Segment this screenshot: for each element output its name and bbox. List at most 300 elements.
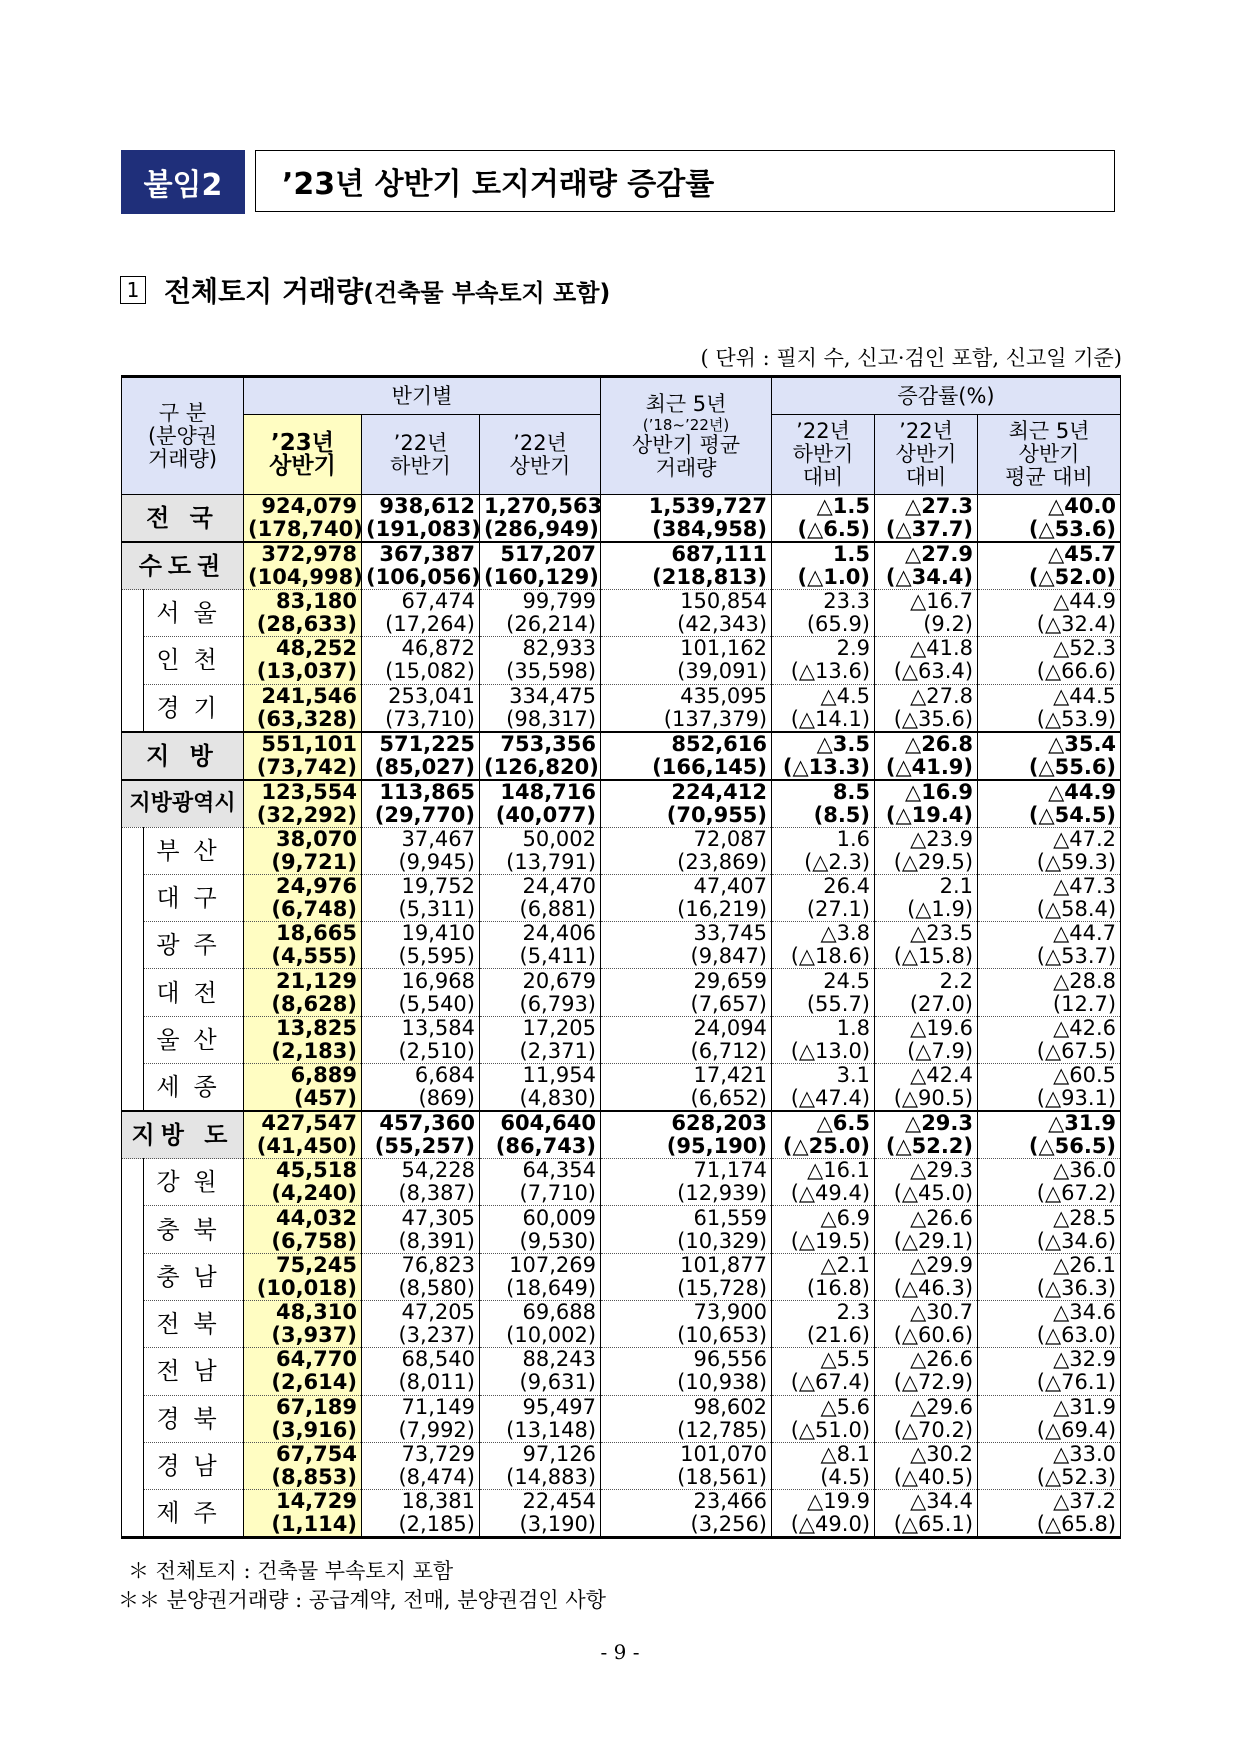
- cell-presale-value: (△63.0): [1036, 1323, 1117, 1348]
- page-number: - 9 -: [600, 1640, 640, 1664]
- cell-presale-value: (△72.9): [893, 1370, 974, 1395]
- table-cell: [244, 1111, 362, 1159]
- table-cell: [875, 542, 978, 590]
- cell-presale-value: (457): [293, 1086, 357, 1111]
- row-indent: [122, 922, 144, 969]
- cell-value: 73,900: [693, 1300, 768, 1325]
- row-name: 강원: [144, 1159, 244, 1206]
- cell-value: △27.9: [905, 542, 974, 566]
- cell-presale-value: (6,881): [519, 897, 597, 922]
- cell-value: 37,467: [401, 826, 475, 851]
- cell-value: △44.7: [1053, 921, 1117, 946]
- cell-value: 17,421: [693, 1063, 768, 1088]
- cell-value: 457,360: [379, 1111, 475, 1136]
- table-cell: [875, 1111, 978, 1159]
- header-rate-vs-22h2: ’22년 하반기 대비: [772, 415, 875, 495]
- cell-value: 61,559: [693, 1205, 768, 1230]
- table-cell: [772, 969, 875, 1016]
- cell-value: △44.9: [1048, 779, 1117, 804]
- cell-value: 67,474: [401, 589, 475, 614]
- table-cell: [480, 1300, 601, 1347]
- cell-presale-value: (△67.5): [1036, 1038, 1117, 1063]
- table-cell: [875, 1253, 978, 1300]
- table-row: [122, 874, 1121, 921]
- cell-presale-value: (65.9): [806, 612, 871, 637]
- cell-presale-value: (9,631): [519, 1370, 597, 1395]
- cell-value: 54,228: [401, 1158, 475, 1183]
- cell-value: 924,079: [261, 494, 357, 518]
- cell-value: △30.2: [910, 1442, 974, 1466]
- cell-presale-value: (△60.6): [893, 1323, 974, 1348]
- table-cell: [875, 1490, 978, 1538]
- cell-presale-value: (△32.4): [1036, 612, 1117, 637]
- cell-value: △27.3: [905, 494, 974, 518]
- table-cell: [480, 637, 601, 684]
- table-cell: [244, 1206, 362, 1253]
- cell-value: 22,454: [522, 1489, 597, 1514]
- cell-presale-value: (△47.4): [790, 1086, 871, 1111]
- table-cell: [772, 542, 875, 590]
- table-cell: [875, 1206, 978, 1253]
- cell-value: 2.2: [939, 968, 974, 993]
- cell-presale-value: (9,945): [398, 849, 475, 874]
- cell-value: 71,174: [693, 1158, 768, 1183]
- cell-presale-value: (17,264): [385, 612, 475, 637]
- cell-value: 2.9: [836, 636, 871, 661]
- cell-presale-value: (7,657): [690, 991, 768, 1016]
- table-cell: [244, 542, 362, 590]
- table-cell: [362, 1442, 480, 1489]
- table-cell: [601, 874, 772, 921]
- table-row: [122, 1159, 1121, 1206]
- cell-value: △23.9: [910, 826, 974, 851]
- table-cell: [875, 1395, 978, 1442]
- table-cell: [875, 590, 978, 637]
- table-cell: [362, 1490, 480, 1538]
- cell-presale-value: (6,652): [690, 1086, 768, 1111]
- cell-presale-value: (26,214): [506, 612, 597, 637]
- cell-value: 24,470: [522, 874, 597, 899]
- cell-value: △3.8: [820, 921, 871, 946]
- row-name: 지방 도: [122, 1111, 244, 1159]
- cell-value: 101,162: [680, 636, 768, 661]
- table-row: [122, 922, 1121, 969]
- table-cell: [362, 922, 480, 969]
- table-cell: [978, 542, 1121, 590]
- table-cell: [244, 874, 362, 921]
- cell-value: 241,546: [261, 683, 357, 708]
- cell-value: 628,203: [671, 1111, 768, 1136]
- header-22h1: ’22년 상반기: [480, 415, 601, 495]
- cell-value: △30.7: [910, 1300, 974, 1325]
- row-indent: [122, 1016, 144, 1063]
- cell-presale-value: (32,292): [256, 802, 357, 827]
- cell-presale-value: (73,710): [385, 706, 475, 731]
- cell-presale-value: (3,937): [271, 1323, 357, 1348]
- cell-value: △6.5: [816, 1111, 871, 1136]
- cell-value: 148,716: [500, 779, 597, 804]
- cell-presale-value: (13,148): [506, 1417, 597, 1442]
- cell-value: 24.5: [823, 968, 871, 993]
- row-name: 전남: [144, 1348, 244, 1395]
- cell-presale-value: (2,614): [271, 1370, 357, 1395]
- cell-value: △5.5: [820, 1347, 871, 1372]
- cell-value: 44,032: [275, 1205, 357, 1230]
- table-cell: [978, 1442, 1121, 1489]
- table-cell: [480, 1111, 601, 1159]
- cell-value: 8.5: [832, 779, 871, 804]
- row-indent: [122, 1490, 144, 1538]
- cell-presale-value: (△66.6): [1036, 659, 1117, 684]
- table-cell: [978, 1159, 1121, 1206]
- table-cell: [244, 1442, 362, 1489]
- cell-value: 29,659: [693, 968, 768, 993]
- cell-value: 150,854: [680, 589, 768, 614]
- table-row: [122, 827, 1121, 874]
- cell-presale-value: (42,343): [677, 612, 768, 637]
- table-cell: [978, 922, 1121, 969]
- table-cell: [601, 1348, 772, 1395]
- table-cell: [772, 1016, 875, 1063]
- document-header: [121, 150, 1117, 214]
- header-22h2: ’22년 하반기: [362, 415, 480, 495]
- row-name: 세종: [144, 1064, 244, 1112]
- table-cell: [601, 1206, 772, 1253]
- cell-presale-value: (3,916): [271, 1417, 357, 1442]
- cell-presale-value: (△15.8): [893, 944, 974, 969]
- cell-presale-value: (160,129): [484, 565, 599, 589]
- cell-value: 517,207: [500, 542, 597, 566]
- cell-value: △26.6: [910, 1205, 974, 1230]
- cell-value: 253,041: [388, 683, 475, 708]
- cell-value: 83,180: [275, 589, 357, 614]
- header-category: 구 분 (분양권 거래량): [122, 377, 244, 495]
- cell-presale-value: (△19.4): [885, 802, 974, 827]
- row-name: 충남: [144, 1253, 244, 1300]
- table-cell: [772, 922, 875, 969]
- cell-presale-value: (6,712): [690, 1038, 768, 1063]
- cell-value: △19.6: [910, 1015, 974, 1040]
- table-cell: [601, 969, 772, 1016]
- cell-value: △26.6: [910, 1347, 974, 1372]
- table-cell: [601, 922, 772, 969]
- cell-presale-value: (35,598): [506, 659, 597, 684]
- cell-presale-value: (△67.2): [1036, 1181, 1117, 1206]
- table-row: [122, 1206, 1121, 1253]
- table-cell: [772, 874, 875, 921]
- table-cell: [875, 827, 978, 874]
- cell-value: 753,356: [500, 731, 597, 756]
- cell-value: 123,554: [261, 779, 357, 804]
- table-cell: [978, 684, 1121, 732]
- table-cell: [480, 1253, 601, 1300]
- cell-presale-value: (△37.7): [885, 517, 974, 541]
- cell-presale-value: (16,219): [677, 897, 768, 922]
- cell-value: 16,968: [401, 968, 475, 993]
- cell-value: △31.9: [1053, 1394, 1117, 1419]
- table-cell: [244, 969, 362, 1016]
- header-rate-vs-22h1: ’22년 상반기 대비: [875, 415, 978, 495]
- header-rate-vs-5yr: 최근 5년 상반기 평균 대비: [978, 415, 1121, 495]
- cell-value: 13,584: [401, 1015, 475, 1040]
- cell-value: 69,688: [522, 1300, 597, 1325]
- cell-presale-value: (8,391): [398, 1228, 475, 1253]
- cell-value: 938,612: [379, 494, 475, 518]
- cell-presale-value: (△65.1): [893, 1512, 974, 1537]
- cell-value: △40.0: [1048, 494, 1117, 518]
- table-cell: [362, 1253, 480, 1300]
- table-cell: [244, 1064, 362, 1112]
- table-cell: [480, 542, 601, 590]
- table-cell: [480, 922, 601, 969]
- table-cell: [362, 732, 480, 780]
- cell-presale-value: (8,387): [398, 1181, 475, 1206]
- cell-presale-value: (4.5): [820, 1465, 871, 1489]
- table-cell: [978, 1348, 1121, 1395]
- cell-value: 224,412: [671, 779, 768, 804]
- table-cell: [978, 495, 1121, 543]
- cell-value: 6,889: [290, 1063, 357, 1088]
- cell-value: △3.5: [816, 731, 871, 756]
- table-cell: [244, 780, 362, 828]
- row-indent: [122, 969, 144, 1016]
- table-row: [122, 684, 1121, 732]
- cell-presale-value: (7,710): [519, 1181, 597, 1206]
- cell-presale-value: (△49.0): [790, 1512, 871, 1537]
- cell-presale-value: (55,257): [374, 1134, 475, 1159]
- cell-value: 47,407: [693, 874, 768, 899]
- cell-value: △29.9: [910, 1252, 974, 1277]
- row-indent: [122, 1348, 144, 1395]
- table-cell: [362, 495, 480, 543]
- row-indent: [122, 1253, 144, 1300]
- cell-presale-value: (4,240): [271, 1181, 357, 1206]
- cell-value: △37.2: [1053, 1489, 1117, 1514]
- cell-presale-value: (18,561): [677, 1465, 768, 1489]
- cell-value: 571,225: [379, 731, 475, 756]
- table-cell: [978, 732, 1121, 780]
- cell-presale-value: (8,580): [398, 1275, 475, 1300]
- cell-value: 64,770: [275, 1347, 357, 1372]
- cell-presale-value: (3,256): [690, 1512, 768, 1537]
- cell-presale-value: (55.7): [806, 991, 871, 1016]
- table-cell: [601, 637, 772, 684]
- table-row: [122, 637, 1121, 684]
- table-cell: [601, 732, 772, 780]
- cell-presale-value: (95,190): [666, 1134, 768, 1159]
- row-name: 대구: [144, 874, 244, 921]
- table-cell: [772, 1300, 875, 1347]
- cell-value: △28.8: [1053, 968, 1117, 993]
- table-row: [122, 780, 1121, 828]
- table-cell: [601, 1253, 772, 1300]
- table-cell: [875, 495, 978, 543]
- row-indent: [122, 1206, 144, 1253]
- header-half: 반기별: [244, 377, 601, 415]
- table-cell: [601, 1111, 772, 1159]
- table-cell: [480, 1395, 601, 1442]
- cell-value: 24,406: [522, 921, 597, 946]
- table-cell: [978, 1490, 1121, 1538]
- table-cell: [244, 590, 362, 637]
- cell-value: 18,665: [275, 921, 357, 946]
- cell-presale-value: (△54.5): [1028, 802, 1117, 827]
- table-cell: [772, 1442, 875, 1489]
- cell-value: 427,547: [261, 1111, 357, 1136]
- cell-presale-value: (△6.5): [797, 517, 871, 541]
- cell-value: 26.4: [823, 874, 871, 899]
- cell-presale-value: (6,748): [271, 897, 357, 922]
- table-row: [122, 1064, 1121, 1112]
- cell-value: △6.9: [820, 1205, 871, 1230]
- table-row: [122, 1442, 1121, 1489]
- cell-presale-value: (△45.0): [893, 1181, 974, 1206]
- table-row: [122, 1395, 1121, 1442]
- cell-value: 76,823: [401, 1252, 475, 1277]
- cell-presale-value: (△35.6): [893, 706, 974, 731]
- table-cell: [875, 1159, 978, 1206]
- cell-presale-value: (△14.1): [790, 706, 871, 731]
- cell-value: 23.3: [823, 589, 871, 614]
- cell-value: 21,129: [275, 968, 357, 993]
- cell-presale-value: (286,949): [484, 517, 599, 541]
- cell-value: 47,205: [401, 1300, 475, 1325]
- table-cell: [875, 780, 978, 828]
- table-row: [122, 732, 1121, 780]
- cell-presale-value: (△53.9): [1036, 706, 1117, 731]
- cell-presale-value: (5,595): [398, 944, 475, 969]
- table-cell: [875, 1300, 978, 1347]
- table-cell: [772, 1490, 875, 1538]
- cell-presale-value: (△13.0): [790, 1038, 871, 1063]
- cell-value: △1.5: [816, 494, 871, 518]
- row-indent: [122, 590, 144, 637]
- cell-value: 46,872: [401, 636, 475, 661]
- table-cell: [978, 590, 1121, 637]
- table-cell: [362, 827, 480, 874]
- cell-presale-value: (13,037): [256, 659, 357, 684]
- cell-value: 48,310: [275, 1300, 357, 1325]
- cell-value: 19,410: [401, 921, 475, 946]
- cell-presale-value: (29,770): [374, 802, 475, 827]
- cell-value: 1.6: [836, 826, 871, 851]
- cell-presale-value: (27.0): [909, 991, 974, 1016]
- cell-value: △47.2: [1053, 826, 1117, 851]
- cell-presale-value: (9,847): [690, 944, 768, 969]
- table-cell: [480, 732, 601, 780]
- table-cell: [362, 684, 480, 732]
- table-cell: [601, 1016, 772, 1063]
- cell-presale-value: (137,379): [663, 706, 768, 731]
- land-transaction-table: [121, 375, 1121, 1539]
- cell-presale-value: (△49.4): [790, 1181, 871, 1206]
- row-name: 경기: [144, 684, 244, 732]
- table-cell: [772, 1206, 875, 1253]
- table-row: [122, 1490, 1121, 1538]
- cell-presale-value: (104,998): [248, 565, 363, 589]
- cell-presale-value: (△52.3): [1036, 1465, 1117, 1489]
- cell-value: 98,602: [693, 1394, 768, 1419]
- cell-presale-value: (△41.9): [885, 754, 974, 779]
- cell-presale-value: (2,510): [398, 1038, 475, 1063]
- footnote-1: ＊ 전체토지 : 건축물 부속토지 포함: [128, 1559, 454, 1583]
- cell-presale-value: (△58.4): [1036, 897, 1117, 922]
- table-row: [122, 1348, 1121, 1395]
- cell-presale-value: (9.2): [923, 612, 974, 637]
- cell-value: 3.1: [836, 1063, 871, 1088]
- cell-presale-value: (△1.9): [907, 897, 974, 922]
- cell-value: 99,799: [522, 589, 597, 614]
- table-row: [122, 1300, 1121, 1347]
- cell-presale-value: (△34.4): [885, 565, 974, 589]
- cell-value: 1.8: [836, 1015, 871, 1040]
- cell-presale-value: (126,820): [484, 754, 599, 779]
- cell-presale-value: (△13.6): [790, 659, 871, 684]
- table-cell: [772, 1111, 875, 1159]
- cell-presale-value: (△18.6): [790, 944, 871, 969]
- cell-presale-value: (△59.3): [1036, 849, 1117, 874]
- table-cell: [978, 637, 1121, 684]
- cell-presale-value: (△52.0): [1028, 565, 1117, 589]
- table-cell: [362, 637, 480, 684]
- table-cell: [244, 732, 362, 780]
- cell-presale-value: (40,077): [495, 802, 597, 827]
- table-cell: [601, 780, 772, 828]
- table-row: [122, 1016, 1121, 1063]
- cell-value: 64,354: [522, 1158, 597, 1183]
- cell-presale-value: (6,758): [271, 1228, 357, 1253]
- cell-presale-value: (△69.4): [1036, 1417, 1117, 1442]
- table-cell: [601, 684, 772, 732]
- cell-value: 24,094: [693, 1015, 768, 1040]
- row-name: 수도권: [122, 542, 244, 590]
- table-cell: [244, 1016, 362, 1063]
- cell-value: △35.4: [1048, 731, 1117, 756]
- cell-presale-value: (△52.2): [885, 1134, 974, 1159]
- table-cell: [875, 1442, 978, 1489]
- table-cell: [480, 827, 601, 874]
- row-name: 지 방: [122, 732, 244, 780]
- cell-presale-value: (10,938): [677, 1370, 768, 1395]
- cell-presale-value: (70,955): [666, 802, 768, 827]
- table-cell: [978, 1395, 1121, 1442]
- cell-value: △60.5: [1053, 1063, 1117, 1088]
- row-indent: [122, 1064, 144, 1112]
- cell-presale-value: (2,185): [398, 1512, 475, 1537]
- table-cell: [480, 1159, 601, 1206]
- cell-value: △36.0: [1053, 1158, 1117, 1183]
- table-cell: [480, 684, 601, 732]
- table-cell: [362, 874, 480, 921]
- cell-presale-value: (12,785): [677, 1417, 768, 1442]
- row-indent: [122, 1300, 144, 1347]
- cell-presale-value: (23,869): [677, 849, 768, 874]
- cell-value: △31.9: [1048, 1111, 1117, 1136]
- cell-presale-value: (12.7): [1052, 991, 1117, 1016]
- cell-value: 2.1: [939, 874, 974, 899]
- table-cell: [772, 827, 875, 874]
- table-cell: [601, 1064, 772, 1112]
- cell-value: △29.3: [905, 1111, 974, 1136]
- table-cell: [362, 590, 480, 637]
- table-cell: [480, 1348, 601, 1395]
- section-number: 1: [120, 276, 146, 304]
- header-rate: 증감률(%): [772, 377, 1121, 415]
- cell-value: 1.5: [832, 542, 871, 566]
- table-cell: [362, 542, 480, 590]
- cell-value: 14,729: [275, 1489, 357, 1514]
- table-cell: [875, 1348, 978, 1395]
